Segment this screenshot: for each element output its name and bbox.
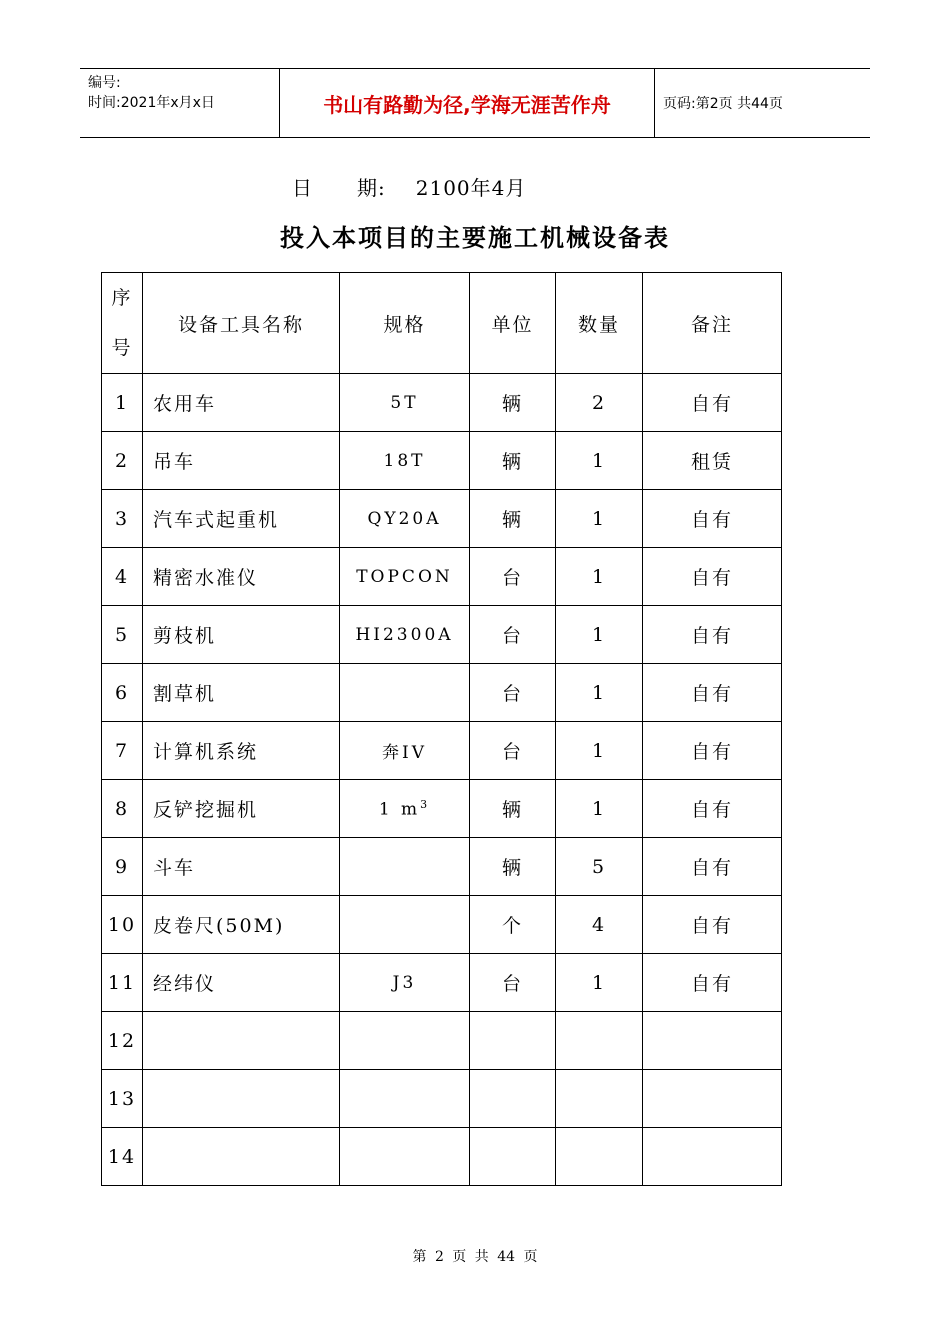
page-footer: 第 2 页 共 44 页 xyxy=(412,1249,538,1265)
cell-name: 汽车式起重机 xyxy=(143,490,340,548)
cell-name: 吊车 xyxy=(143,432,340,490)
cell-seq: 8 xyxy=(102,780,143,838)
cell-note: 自有 xyxy=(643,374,782,432)
header-qty: 数量 xyxy=(556,273,643,374)
cell-qty xyxy=(556,1128,643,1186)
header-seq-bottom: 号 xyxy=(111,337,133,359)
document-header xyxy=(80,68,870,138)
table-row xyxy=(102,896,782,954)
cell-name: 农用车 xyxy=(143,374,340,432)
cell-qty: 1 xyxy=(556,490,643,548)
table-row xyxy=(102,1012,782,1070)
cell-unit: 台 xyxy=(470,548,556,606)
cell-name: 斗车 xyxy=(143,838,340,896)
cell-seq: 13 xyxy=(102,1070,143,1128)
table-row xyxy=(102,490,782,548)
header-page-info: 页码:第2页 共44页 xyxy=(663,96,783,112)
header-name: 设备工具名称 xyxy=(143,273,340,374)
header-note: 备注 xyxy=(643,273,782,374)
cell-unit: 台 xyxy=(470,954,556,1012)
cell-seq: 9 xyxy=(102,838,143,896)
cell-unit: 辆 xyxy=(470,780,556,838)
table-row xyxy=(102,1070,782,1128)
cell-seq: 12 xyxy=(102,1012,143,1070)
cell-unit: 辆 xyxy=(470,490,556,548)
cell-unit: 台 xyxy=(470,722,556,780)
time-label: 时间:2021年x月x日 xyxy=(88,95,215,111)
cell-note: 自有 xyxy=(643,780,782,838)
cell-seq: 3 xyxy=(102,490,143,548)
cell-note: 自有 xyxy=(643,548,782,606)
cell-spec-text: 1 m xyxy=(378,799,421,820)
cell-unit: 台 xyxy=(470,664,556,722)
table-row xyxy=(102,664,782,722)
table-row xyxy=(102,780,782,838)
table-header-row xyxy=(102,273,782,374)
cell-name: 计算机系统 xyxy=(143,722,340,780)
cell-name xyxy=(143,1128,340,1186)
cell-qty xyxy=(556,1070,643,1128)
header-unit: 单位 xyxy=(470,273,556,374)
cell-spec xyxy=(340,838,470,896)
equipment-table xyxy=(101,272,782,1186)
cell-name: 割草机 xyxy=(143,664,340,722)
cell-spec xyxy=(340,896,470,954)
cell-name xyxy=(143,1012,340,1070)
cell-qty: 1 xyxy=(556,780,643,838)
table-row xyxy=(102,722,782,780)
cell-qty: 2 xyxy=(556,374,643,432)
date-label-char2: 期: xyxy=(357,176,386,200)
table-body xyxy=(102,374,782,1186)
cell-name xyxy=(143,1070,340,1128)
cell-qty: 5 xyxy=(556,838,643,896)
cell-spec: HI2300A xyxy=(340,606,470,664)
cell-qty: 1 xyxy=(556,606,643,664)
date-value: 2100年4月 xyxy=(415,176,527,200)
cell-note: 自有 xyxy=(643,954,782,1012)
cell-note: 自有 xyxy=(643,664,782,722)
cell-unit: 辆 xyxy=(470,432,556,490)
cell-note xyxy=(643,1128,782,1186)
cell-name: 反铲挖掘机 xyxy=(143,780,340,838)
number-label: 编号: xyxy=(88,75,121,91)
cell-spec xyxy=(340,1128,470,1186)
header-seq xyxy=(102,273,143,374)
cell-note xyxy=(643,1070,782,1128)
cell-unit: 个 xyxy=(470,896,556,954)
cell-unit: 辆 xyxy=(470,374,556,432)
cell-spec: J3 xyxy=(340,954,470,1012)
cell-note xyxy=(643,1012,782,1070)
page-title: 投入本项目的主要施工机械设备表 xyxy=(280,223,670,252)
header-meta xyxy=(80,69,280,137)
table-row xyxy=(102,1128,782,1186)
date-label-char1: 日 xyxy=(292,176,313,200)
cell-note: 自有 xyxy=(643,722,782,780)
cell-qty: 1 xyxy=(556,432,643,490)
cell-spec: 5T xyxy=(340,374,470,432)
cell-unit xyxy=(470,1070,556,1128)
table-row xyxy=(102,432,782,490)
cell-seq: 6 xyxy=(102,664,143,722)
table-row xyxy=(102,606,782,664)
cell-unit: 辆 xyxy=(470,838,556,896)
cell-spec xyxy=(340,1012,470,1070)
cell-spec xyxy=(340,780,470,838)
header-motto: 书山有路勤为径,学海无涯苦作舟 xyxy=(280,69,655,137)
cell-spec xyxy=(340,664,470,722)
cell-unit xyxy=(470,1128,556,1186)
cell-spec: 奔IV xyxy=(340,722,470,780)
cell-name: 剪枝机 xyxy=(143,606,340,664)
cell-qty: 4 xyxy=(556,896,643,954)
cell-note: 自有 xyxy=(643,490,782,548)
header-spec: 规格 xyxy=(340,273,470,374)
cell-spec: TOPCON xyxy=(340,548,470,606)
cell-seq: 5 xyxy=(102,606,143,664)
cell-seq: 4 xyxy=(102,548,143,606)
cell-seq: 10 xyxy=(102,896,143,954)
cell-spec xyxy=(340,1070,470,1128)
cell-note: 自有 xyxy=(643,606,782,664)
table-row xyxy=(102,548,782,606)
cell-seq: 2 xyxy=(102,432,143,490)
cell-qty: 1 xyxy=(556,722,643,780)
date-line xyxy=(292,172,526,201)
cell-spec: 18T xyxy=(340,432,470,490)
cell-seq: 11 xyxy=(102,954,143,1012)
cell-qty: 1 xyxy=(556,664,643,722)
cell-spec: QY20A xyxy=(340,490,470,548)
cell-qty xyxy=(556,1012,643,1070)
table-row xyxy=(102,954,782,1012)
cell-unit xyxy=(470,1012,556,1070)
cell-seq: 14 xyxy=(102,1128,143,1186)
cell-name: 经纬仪 xyxy=(143,954,340,1012)
table-row xyxy=(102,374,782,432)
cell-note: 自有 xyxy=(643,838,782,896)
header-seq-top: 序 xyxy=(111,287,133,309)
cell-qty: 1 xyxy=(556,548,643,606)
cell-name: 精密水准仪 xyxy=(143,548,340,606)
cell-note: 自有 xyxy=(643,896,782,954)
cell-note: 租赁 xyxy=(643,432,782,490)
cell-qty: 1 xyxy=(556,954,643,1012)
table-row xyxy=(102,838,782,896)
cell-seq: 1 xyxy=(102,374,143,432)
cell-spec-superscript: 3 xyxy=(420,797,431,811)
cell-seq: 7 xyxy=(102,722,143,780)
cell-name: 皮卷尺(50M) xyxy=(143,896,340,954)
cell-unit: 台 xyxy=(470,606,556,664)
